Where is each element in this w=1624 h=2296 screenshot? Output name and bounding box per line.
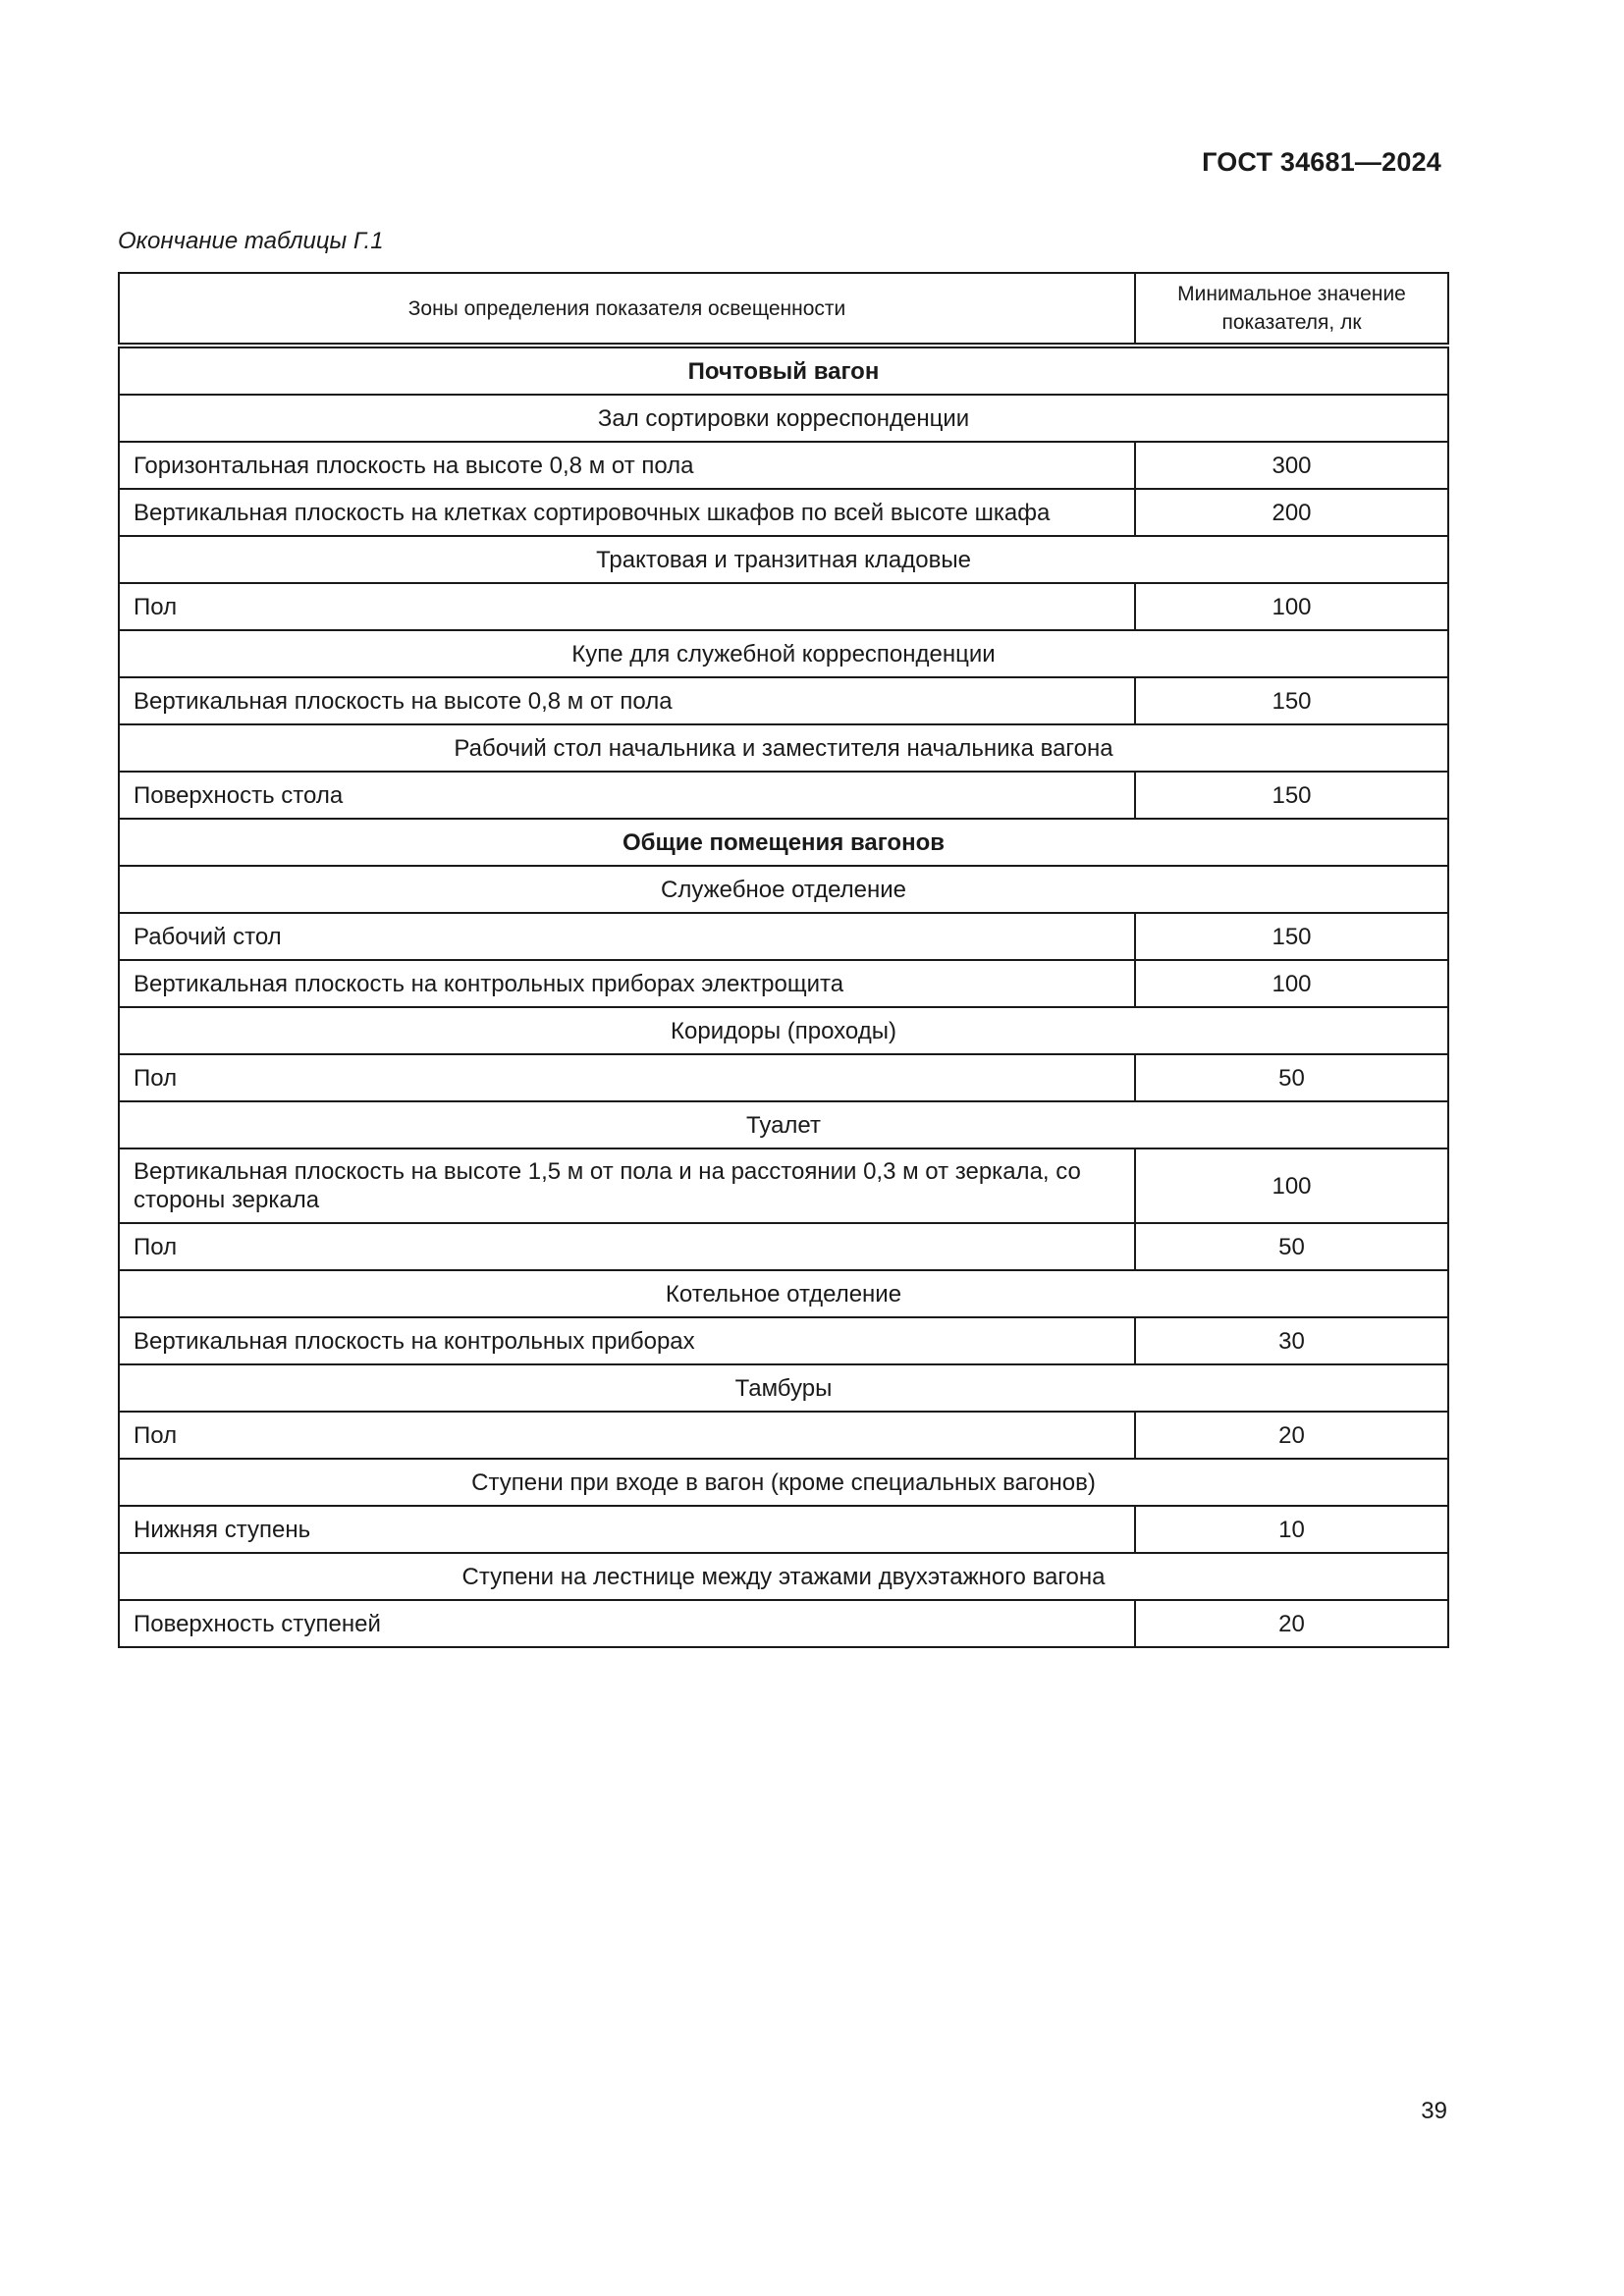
section-heading: Общие помещения вагонов <box>119 819 1448 866</box>
zone-cell: Вертикальная плоскость на контрольных приборах электрощита <box>119 960 1135 1007</box>
zone-cell: Вертикальная плоскость на клетках сортировочных шкафов по всей высоте шкафа <box>119 489 1135 536</box>
zone-cell: Пол <box>119 1223 1135 1270</box>
table-row <box>119 1054 1448 1101</box>
subsection-row <box>119 395 1448 442</box>
table-row <box>119 772 1448 819</box>
subsection-row <box>119 724 1448 772</box>
value-cell: 20 <box>1135 1600 1448 1647</box>
section-heading: Почтовый вагон <box>119 346 1448 395</box>
value-cell: 200 <box>1135 489 1448 536</box>
zone-cell: Вертикальная плоскость на высоте 1,5 м от пола и на расстоянии 0,3 м от зеркала, со стороны зеркала <box>119 1148 1135 1223</box>
zone-cell: Пол <box>119 1054 1135 1101</box>
zone-cell: Поверхность стола <box>119 772 1135 819</box>
table-row <box>119 583 1448 630</box>
value-cell: 100 <box>1135 583 1448 630</box>
subsection-row <box>119 1007 1448 1054</box>
zone-cell: Пол <box>119 1412 1135 1459</box>
subsection-row <box>119 866 1448 913</box>
value-cell: 50 <box>1135 1223 1448 1270</box>
illumination-table <box>118 272 1449 1648</box>
subsection-heading: Рабочий стол начальника и заместителя начальника вагона <box>119 724 1448 772</box>
section-row <box>119 346 1448 395</box>
value-cell: 150 <box>1135 913 1448 960</box>
subsection-heading: Котельное отделение <box>119 1270 1448 1317</box>
zone-cell: Пол <box>119 583 1135 630</box>
zone-cell: Поверхность ступеней <box>119 1600 1135 1647</box>
subsection-heading: Трактовая и транзитная кладовые <box>119 536 1448 583</box>
zone-cell: Горизонтальная плоскость на высоте 0,8 м от пола <box>119 442 1135 489</box>
subsection-heading: Ступени на лестнице между этажами двухэтажного вагона <box>119 1553 1448 1600</box>
value-cell: 20 <box>1135 1412 1448 1459</box>
table-row <box>119 1317 1448 1364</box>
value-cell: 300 <box>1135 442 1448 489</box>
page-number: 39 <box>1421 2098 1447 2124</box>
value-cell: 10 <box>1135 1506 1448 1553</box>
table-row <box>119 1412 1448 1459</box>
subsection-row <box>119 1459 1448 1506</box>
subsection-row <box>119 630 1448 677</box>
zone-cell: Вертикальная плоскость на высоте 0,8 м от пола <box>119 677 1135 724</box>
table-row <box>119 1223 1448 1270</box>
table-row <box>119 677 1448 724</box>
zone-cell: Рабочий стол <box>119 913 1135 960</box>
section-row <box>119 819 1448 866</box>
zone-cell: Нижняя ступень <box>119 1506 1135 1553</box>
table-row <box>119 489 1448 536</box>
value-cell: 150 <box>1135 772 1448 819</box>
table-row <box>119 442 1448 489</box>
subsection-heading: Коридоры (проходы) <box>119 1007 1448 1054</box>
subsection-heading: Зал сортировки корреспонденции <box>119 395 1448 442</box>
value-cell: 100 <box>1135 960 1448 1007</box>
subsection-row <box>119 1364 1448 1412</box>
table-row <box>119 1600 1448 1647</box>
value-cell: 100 <box>1135 1148 1448 1223</box>
subsection-row <box>119 1553 1448 1600</box>
value-cell: 150 <box>1135 677 1448 724</box>
table-header-row <box>119 273 1448 346</box>
subsection-heading: Ступени при входе в вагон (кроме специальных вагонов) <box>119 1459 1448 1506</box>
table-row <box>119 1148 1448 1223</box>
value-cell: 30 <box>1135 1317 1448 1364</box>
subsection-row <box>119 536 1448 583</box>
column-header-zone: Зоны определения показателя освещенности <box>119 273 1135 346</box>
subsection-row <box>119 1270 1448 1317</box>
table-row <box>119 913 1448 960</box>
subsection-heading: Туалет <box>119 1101 1448 1148</box>
subsection-heading: Тамбуры <box>119 1364 1448 1412</box>
subsection-heading: Купе для служебной корреспонденции <box>119 630 1448 677</box>
document-code: ГОСТ 34681—2024 <box>1202 147 1441 177</box>
value-cell: 50 <box>1135 1054 1448 1101</box>
column-header-min-value: Минимальное значение показателя, лк <box>1135 273 1448 346</box>
subsection-row <box>119 1101 1448 1148</box>
table-caption: Окончание таблицы Г.1 <box>118 228 384 254</box>
subsection-heading: Служебное отделение <box>119 866 1448 913</box>
zone-cell: Вертикальная плоскость на контрольных приборах <box>119 1317 1135 1364</box>
table-body <box>119 346 1448 1647</box>
table-row <box>119 1506 1448 1553</box>
table-row <box>119 960 1448 1007</box>
